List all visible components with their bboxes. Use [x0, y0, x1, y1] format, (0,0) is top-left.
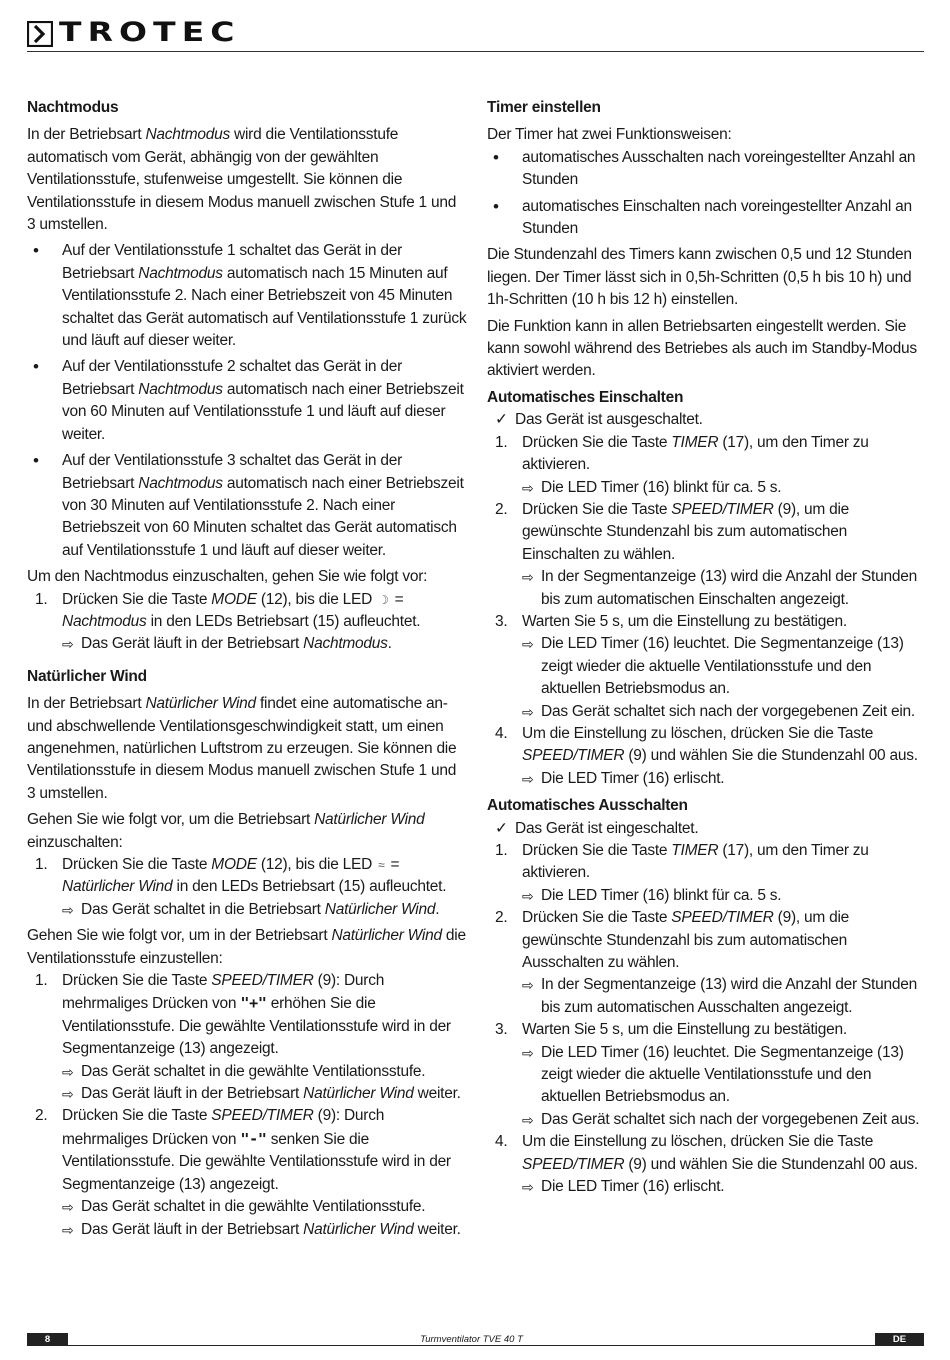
header-divider: [27, 51, 924, 52]
page-header: [27, 17, 924, 52]
paragraph: Die Funktion kann in allen Betriebsarten eingestellt werden. Sie kann sowohl während des Betriebes als auch im Standby-Modus aktiviert werden.: [487, 317, 917, 380]
result-list: [62, 1196, 467, 1241]
paragraph: In der Betriebsart Natürlicher Wind findet eine automatische an- und abschwellende Ventilationsgeschwindigkeit statt, um einen angenehmen, natürlichen Luftstrom zu erzeugen. Sie können die Ventilationsstufe in diesem Modus manuell zwischen Stufe 1 und 3 umstellen.: [27, 695, 457, 802]
result-item: ⇨ Die LED Timer (16) blinkt für ca. 5 s.: [522, 477, 927, 499]
result-list: [62, 899, 467, 921]
paragraph: Gehen Sie wie folgt vor, um die Betriebsart Natürlicher Wind einzuschalten:: [27, 811, 425, 851]
list-item: • Auf der Ventilationsstufe 1 schaltet das Gerät in der Betriebsart Nachtmodus automatisch nach 15 Minuten auf Ventilationsstufe 2. Nach einer Betriebszeit von 45 Minuten schaltet das Gerät automatisch auf Ventilationsstufe 1 zurück und läuft auf dieser weiter.: [27, 240, 467, 352]
precondition-list: [487, 409, 927, 431]
result-list: [522, 477, 927, 499]
paragraph: Der Timer hat zwei Funktionsweisen:: [487, 126, 732, 144]
result-item: ⇨ Die LED Timer (16) erlischt.: [522, 1176, 927, 1198]
footer-title: Turmventilator TVE 40 T: [420, 1334, 523, 1345]
left-column: [27, 97, 467, 1241]
step-list: [27, 854, 467, 921]
result-item: ⇨ Das Gerät schaltet sich nach der vorgegebenen Zeit ein.: [522, 701, 927, 723]
moon-icon: ☽: [378, 592, 389, 607]
list-item: 2. Drücken Sie die Taste SPEED/TIMER (9), um die gewünschte Stundenzahl bis zum automatischen Ausschalten zu wählen. ⇨ In der Segmentanzeige (13) wird die Anzahl der Stunden bis zum automatischen Ausschalten angezeigt.: [487, 907, 927, 1019]
result-list: [522, 566, 927, 611]
step-list: [487, 432, 927, 791]
step-list: [487, 840, 927, 1199]
result-item: ⇨ Das Gerät schaltet sich nach der vorgegebenen Zeit aus.: [522, 1109, 927, 1131]
result-item: ⇨ Die LED Timer (16) leuchtet. Die Segmentanzeige (13) zeigt wieder die aktuelle Ventilationsstufe und den aktuellen Betriebsmodus an.: [522, 633, 927, 700]
paragraph: Gehen Sie wie folgt vor, um in der Betriebsart Natürlicher Wind die Ventilationsstufe einzustellen:: [27, 927, 466, 967]
result-item: ⇨ Das Gerät schaltet in die Betriebsart Natürlicher Wind.: [62, 899, 467, 921]
bullet-list: [487, 147, 927, 241]
result-item: ⇨ Das Gerät schaltet in die gewählte Ventilationsstufe.: [62, 1061, 467, 1083]
result-item: ⇨ Das Gerät schaltet in die gewählte Ventilationsstufe.: [62, 1196, 467, 1218]
result-list: [522, 974, 927, 1019]
result-list: [522, 1042, 927, 1132]
page-footer: [27, 1333, 924, 1346]
list-item: 1. Drücken Sie die Taste SPEED/TIMER (9): Durch mehrmaliges Drücken von "+" erhöhen Sie die Ventilationsstufe. Die gewählte Ventilationsstufe wird in der Segmentanzeige (13) angezeigt. ⇨ Das Gerät schaltet in die gewählte Ventilationsstufe. ⇨ Das Gerät läuft in der Betriebsart Natürlicher Wind weiter.: [27, 970, 467, 1105]
list-item: • automatisches Einschalten nach voreingestellter Anzahl an Stunden: [487, 196, 927, 241]
result-item: ⇨ Das Gerät läuft in der Betriebsart Natürlicher Wind weiter.: [62, 1083, 467, 1105]
list-item: 4. Um die Einstellung zu löschen, drücken Sie die Taste SPEED/TIMER (9) und wählen Sie die Stundenzahl 00 aus. ⇨ Die LED Timer (16) erlischt.: [487, 1131, 927, 1198]
list-item: • Auf der Ventilationsstufe 3 schaltet das Gerät in der Betriebsart Nachtmodus automatisch nach einer Betriebszeit von 30 Minuten auf Ventilationsstufe 2. Nach einer Betriebszeit von 60 Minuten schaltet das Gerät automatisch auf Ventilationsstufe 1 und läuft auf dieser weiter.: [27, 450, 467, 562]
step-list: [27, 970, 467, 1241]
result-item: ⇨ Das Gerät läuft in der Betriebsart Natürlicher Wind weiter.: [62, 1219, 467, 1241]
step-list: [27, 589, 467, 656]
section-heading: Automatisches Einschalten: [487, 388, 684, 406]
list-item: • Auf der Ventilationsstufe 2 schaltet das Gerät in der Betriebsart Nachtmodus automatisch nach einer Betriebszeit von 60 Minuten auf Ventilationsstufe 1 und läuft auf dieser weiter.: [27, 356, 467, 446]
paragraph: Die Stundenzahl des Timers kann zwischen 0,5 und 12 Stunden liegen. Der Timer lässt sich in 0,5h-Schritten (0,5 h bis 10 h) und 1h-Schritten (10 h bis 12 h) einstellen.: [487, 246, 912, 309]
list-item: 2. Drücken Sie die Taste SPEED/TIMER (9): Durch mehrmaliges Drücken von "-" senken Sie die Ventilationsstufe. Die gewählte Ventilationsstufe wird in der Segmentanzeige (13) angezeigt. ⇨ Das Gerät schaltet in die gewählte Ventilationsstufe. ⇨ Das Gerät läuft in der Betriebsart Natürlicher Wind weiter.: [27, 1105, 467, 1240]
list-item: 1. Drücken Sie die Taste TIMER (17), um den Timer zu aktivieren. ⇨ Die LED Timer (16) blinkt für ca. 5 s.: [487, 840, 927, 907]
paragraph: In der Betriebsart Nachtmodus wird die Ventilationsstufe automatisch vom Gerät, abhängig von der gewählten Ventilationsstufe, stufenweise umgestellt. Sie können die Ventilationsstufe in diesem Modus manuell zwischen Stufe 1 und 3 umstellen.: [27, 126, 457, 234]
brand-logo: TROTEC: [59, 17, 241, 48]
section-heading: Nachtmodus: [27, 99, 119, 116]
trotec-logo-icon: [27, 21, 53, 47]
bullet-list: [27, 240, 467, 562]
list-item: 1. Drücken Sie die Taste MODE (12), bis die LED ≈ = Natürlicher Wind in den LEDs Betriebsart (15) aufleuchtet. ⇨ Das Gerät schaltet in die Betriebsart Natürlicher Wind.: [27, 854, 467, 921]
result-list: [522, 633, 927, 723]
result-list: [62, 1061, 467, 1106]
result-list: [522, 768, 927, 790]
result-item: ⇨ In der Segmentanzeige (13) wird die Anzahl der Stunden bis zum automatischen Ausschalten angezeigt.: [522, 974, 927, 1019]
precondition-item: ✓ Das Gerät ist eingeschaltet.: [487, 818, 927, 840]
result-item: ⇨ Die LED Timer (16) erlischt.: [522, 768, 927, 790]
list-item: 3. Warten Sie 5 s, um die Einstellung zu bestätigen. ⇨ Die LED Timer (16) leuchtet. Die Segmentanzeige (13) zeigt wieder die aktuelle Ventilationsstufe und den aktuellen Betriebsmodus an. ⇨ Das Gerät schaltet sich nach der vorgegebenen Zeit aus.: [487, 1019, 927, 1131]
result-item: ⇨ Das Gerät läuft in der Betriebsart Nachtmodus.: [62, 633, 467, 655]
result-list: [522, 885, 927, 907]
section-heading: Timer einstellen: [487, 99, 601, 116]
list-item: 1. Drücken Sie die Taste TIMER (17), um den Timer zu aktivieren. ⇨ Die LED Timer (16) blinkt für ca. 5 s.: [487, 432, 927, 499]
wind-icon: ≈: [378, 858, 385, 872]
result-list: [62, 633, 467, 655]
result-item: ⇨ Die LED Timer (16) blinkt für ca. 5 s.: [522, 885, 927, 907]
list-item: 3. Warten Sie 5 s, um die Einstellung zu bestätigen. ⇨ Die LED Timer (16) leuchtet. Die Segmentanzeige (13) zeigt wieder die aktuelle Ventilationsstufe und den aktuellen Betriebsmodus an. ⇨ Das Gerät schaltet sich nach der vorgegebenen Zeit ein.: [487, 611, 927, 723]
list-item: 1. Drücken Sie die Taste MODE (12), bis die LED ☽ = Nachtmodus in den LEDs Betriebsart (15) aufleuchtet. ⇨ Das Gerät läuft in der Betriebsart Nachtmodus.: [27, 589, 467, 656]
list-item: • automatisches Ausschalten nach voreingestellter Anzahl an Stunden: [487, 147, 927, 192]
right-column: [487, 97, 927, 1199]
page-number: 8: [27, 1333, 68, 1346]
result-item: ⇨ In der Segmentanzeige (13) wird die Anzahl der Stunden bis zum automatischen Einschalten angezeigt.: [522, 566, 927, 611]
paragraph: Um den Nachtmodus einzuschalten, gehen Sie wie folgt vor:: [27, 568, 428, 586]
language-badge: DE: [875, 1333, 924, 1346]
section-heading: Natürlicher Wind: [27, 667, 147, 685]
list-item: 4. Um die Einstellung zu löschen, drücken Sie die Taste SPEED/TIMER (9) und wählen Sie die Stundenzahl 00 aus. ⇨ Die LED Timer (16) erlischt.: [487, 723, 927, 790]
list-item: 2. Drücken Sie die Taste SPEED/TIMER (9), um die gewünschte Stundenzahl bis zum automatischen Einschalten zu wählen. ⇨ In der Segmentanzeige (13) wird die Anzahl der Stunden bis zum automatischen Einschalten angezeigt.: [487, 499, 927, 611]
precondition-list: [487, 818, 927, 840]
precondition-item: ✓ Das Gerät ist ausgeschaltet.: [487, 409, 927, 431]
section-heading: Automatisches Ausschalten: [487, 797, 688, 815]
result-item: ⇨ Die LED Timer (16) leuchtet. Die Segmentanzeige (13) zeigt wieder die aktuelle Ventilationsstufe und den aktuellen Betriebsmodus an.: [522, 1042, 927, 1109]
result-list: [522, 1176, 927, 1198]
